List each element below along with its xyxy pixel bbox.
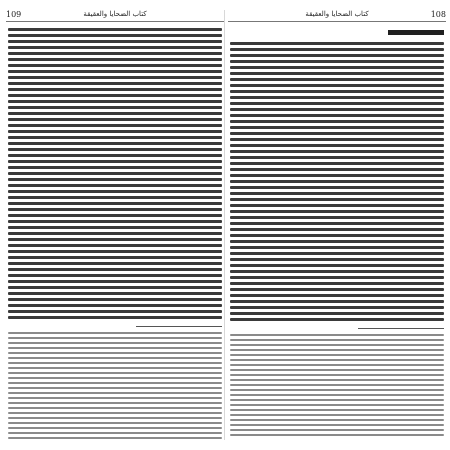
- gutter: [224, 10, 225, 440]
- running-title: كتاب الضحايا والعقيقة: [305, 10, 369, 18]
- footnote-rule: [358, 328, 444, 329]
- header-rule: [228, 21, 446, 22]
- footnote-rule: [136, 326, 222, 327]
- running-title: كتاب الضحايا والعقيقة: [83, 10, 147, 18]
- page-number: 109: [6, 10, 22, 19]
- header-rule: [6, 21, 224, 22]
- right-page: [228, 10, 446, 440]
- section-heading: [388, 30, 444, 35]
- page-number: 108: [430, 10, 446, 19]
- left-page: [6, 10, 224, 440]
